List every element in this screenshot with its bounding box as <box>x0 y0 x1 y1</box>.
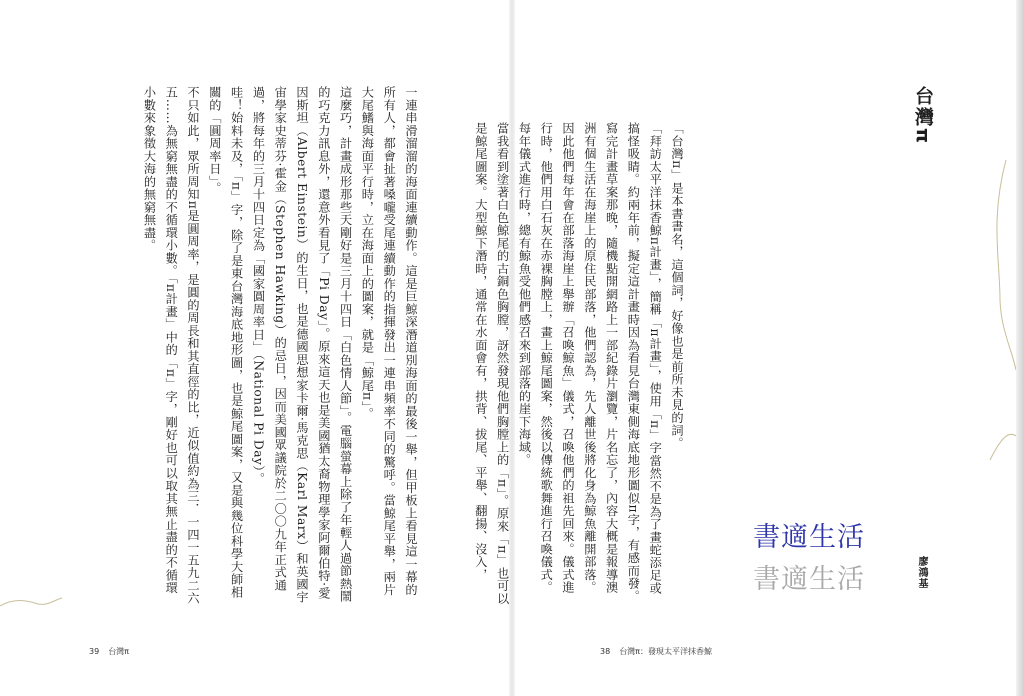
folio-right <box>600 646 712 657</box>
author-name: 廖鴻基 <box>916 556 927 589</box>
folio-left <box>89 646 129 657</box>
left-page-body <box>105 86 421 606</box>
paragraph: 「台灣π」是本書書名，這個詞，好像也是前所未見的詞。 <box>670 122 684 450</box>
paragraph: 「拜訪太平洋抹香鯨π計畫」，簡稱「π計畫」，使用「π」字當然不是為了畫蛇添足或搞怪吸睛。約兩年前，擬定這計畫時因為看見台灣東側海底地形圖似π字，有感而發。寫完計畫草案那晚，隨機點開網路上一部紀錄片瀏覽，片名忘了，內容大概是報導澳洲有個生活在海崖上的原住民部落，他們認為，先人離世後將化身為鯨魚離開部落。因此他們每年會在部落海崖上舉辦「召喚鯨魚」儀式，召喚他們的祖先回來。儀式進行時，他們用白石灰在赤裸胸膛上，畫上鯨尾圖案，然後以傳統歌舞進行召喚儀式。每年儀式進行時，總有鯨魚受他們感召來到部落的崖下海域。 <box>517 122 663 603</box>
paragraph: 這麼巧，計畫成形那些天剛好是三月十四日「白色情人節」。電腦螢幕上除了年輕人過節熱鬧的巧克力訊息外，還意外看見了「Pi Day」。原來這天也是美國猶太裔物理學家阿爾伯特·愛因斯坦（Albert Einstein）的生日，也是德國思想家卡爾·馬克思（Karl Marx）和英國宇宙學家史蒂芬·霍金（Stephen Hawking）的忌日，因而美國眾議院於二〇〇九年正式通過，將每年的三月十四日定為「國家圓周率日」（National Pi Day）。 <box>251 86 353 604</box>
right-page-body <box>405 122 687 606</box>
running-head: 台灣π：發現太平洋抹香鯨 <box>619 647 713 656</box>
running-head: 台灣π <box>108 647 130 656</box>
page-number: 38 <box>600 647 611 656</box>
chapter-title: 台灣π <box>912 86 934 146</box>
paragraph: 不只如此，眾所周知π是圓周率，是圓的周長和其直徑的比，近似值約為三．一四一五九二六五……為無窮無盡的不循環小數。「π計畫」中的「π」字，剛好也可以取其無止盡的不循環小數來象徵大海的無窮無盡。 <box>142 86 201 605</box>
page-number: 39 <box>89 647 100 656</box>
page-edge <box>1016 0 1024 696</box>
paragraph: 當我看到塗著白色鯨尾的古銅色胸膛，訝然發現他們胸膛上的「π」。原來「π」也可以是鯨尾圖案。大型鯨下潛時，通常在水面會有，拱背、拔尾、平舉、翻揚、沒入， <box>473 122 510 605</box>
watermark-logo: 書適生活 <box>753 522 865 553</box>
paragraph: 一連串滑溜溜的海面連續動作。這是巨鯨深潛道別海面的最後一舉，但甲板上看見這一幕的所有人，都會扯著嗓嚨受尾連續動作的指揮發出一連串頻率不同的驚呼。當鯨尾平舉，兩片大尾鰭與海面平行時，立在海面上的圖案，就是「鯨尾π」。 <box>360 86 418 596</box>
watermark-logo-shadow: 書適生活 <box>753 564 865 595</box>
paragraph: 哇！始料未及，「π」字，除了是東台灣海底地形圖，也是鯨尾圖案，又是與幾位科學大師相關的「圓周率日」。 <box>207 86 244 599</box>
